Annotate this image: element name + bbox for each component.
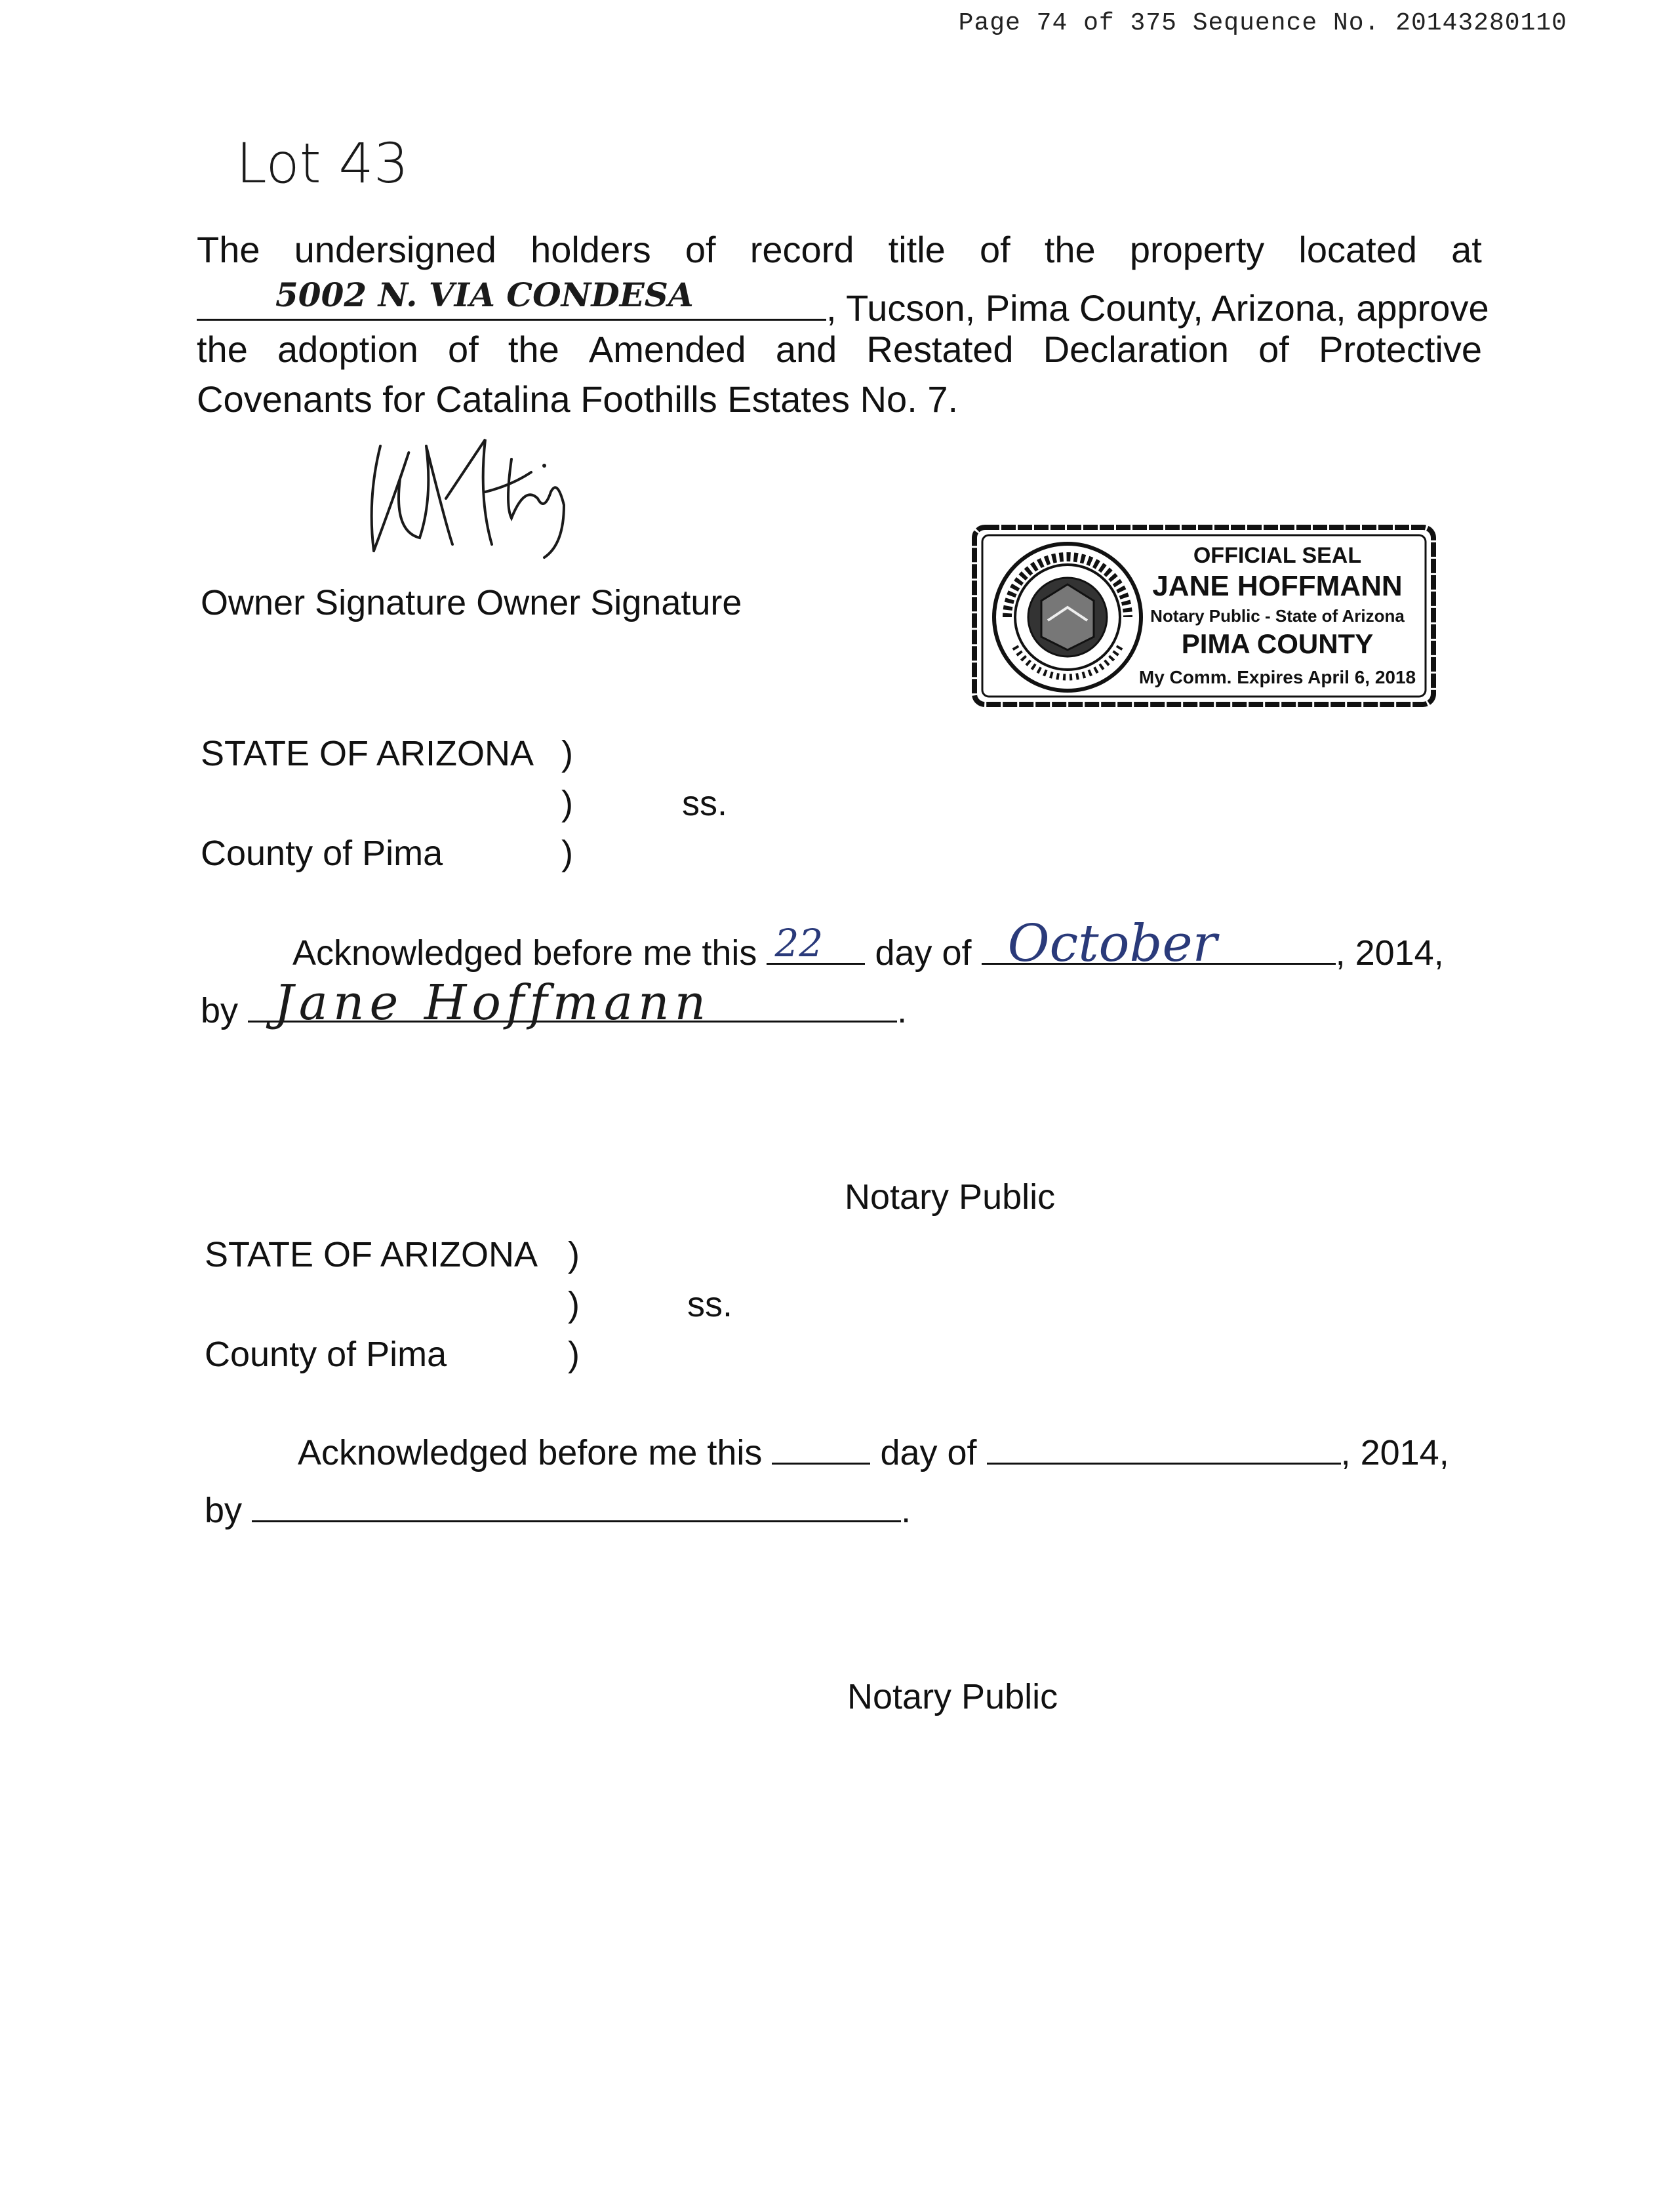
- by-value-1: Jane Hoffmann: [274, 975, 711, 1031]
- county-label-2: County of Pima: [205, 1335, 447, 1374]
- line3-word: adoption: [277, 329, 418, 370]
- line1-word: at: [1451, 229, 1482, 270]
- paren-1b: ): [561, 784, 573, 823]
- day-of-1: day of: [875, 933, 972, 973]
- address-blank: [197, 275, 826, 321]
- line1-word: located: [1298, 229, 1417, 270]
- official-seal-stamp: [969, 522, 1441, 712]
- page-sequence-header: Page 74 of 375 Sequence No. 20143280110: [958, 9, 1567, 37]
- line3-word: and: [775, 329, 837, 370]
- approval-line-3: [197, 328, 1482, 371]
- line3-word: of: [1258, 329, 1289, 370]
- month-blank-2: [987, 1426, 1341, 1465]
- paren-2c: ): [568, 1335, 580, 1374]
- ack-prefix-2: Acknowledged before me this: [298, 1433, 763, 1472]
- line1-word: record: [750, 229, 854, 270]
- line3-word: Restated: [866, 329, 1014, 370]
- approval-line-1: [197, 228, 1482, 271]
- approval-line-2: [197, 275, 1489, 329]
- line3-word: Protective: [1318, 329, 1482, 370]
- seal-name: JANE HOFFMANN: [1152, 570, 1403, 602]
- line1-word: property: [1129, 229, 1265, 270]
- lot-note: Lot 43: [236, 131, 409, 195]
- approval-line-4: Covenants for Catalina Foothills Estates No. 7.: [197, 378, 959, 420]
- seal-title: OFFICIAL SEAL: [1193, 543, 1362, 568]
- month-blank-1: [982, 914, 1336, 973]
- address-handwritten: 5002 N. VIA CONDESA: [275, 275, 694, 314]
- notary-public-label-1: Notary Public: [845, 1177, 1056, 1217]
- line3-word: of: [448, 329, 479, 370]
- state-label-1: STATE OF ARIZONA: [201, 734, 534, 773]
- paren-1c: ): [561, 834, 573, 873]
- seal-county: PIMA COUNTY: [1181, 628, 1374, 659]
- line3-word: Amended: [588, 329, 746, 370]
- line1-word: The: [197, 229, 260, 270]
- ss-label-1: ss.: [682, 784, 728, 823]
- address-line-rest: , Tucson, Pima County, Arizona, approve: [826, 287, 1489, 329]
- seal-role: Notary Public - State of Arizona: [1150, 606, 1405, 626]
- year-1: , 2014,: [1335, 933, 1444, 973]
- day-blank-1: [767, 921, 865, 965]
- paren-2a: ): [568, 1235, 580, 1274]
- month-value-1: October: [1007, 914, 1217, 973]
- owner-signature: [354, 420, 590, 577]
- day-blank-2: [772, 1426, 870, 1465]
- line3-word: Declaration: [1043, 329, 1229, 370]
- ss-label-2: ss.: [687, 1285, 733, 1324]
- line1-word: the: [1044, 229, 1096, 270]
- day-value-1: 22: [774, 921, 824, 965]
- signature-label: Owner Signature Owner Signature: [201, 583, 742, 622]
- year-2: , 2014,: [1340, 1433, 1449, 1472]
- by-line-1: [201, 975, 908, 1031]
- by-label-2: by: [205, 1491, 243, 1530]
- ack-line-1: [292, 914, 1444, 973]
- line1-word: title: [888, 229, 946, 270]
- notary-public-label-2: Notary Public: [847, 1677, 1058, 1716]
- by-blank-2: [252, 1484, 901, 1522]
- by-label-1: by: [201, 991, 239, 1030]
- line1-word: undersigned: [294, 229, 496, 270]
- period-1: .: [897, 991, 908, 1030]
- paren-2b: ): [568, 1285, 580, 1324]
- ack-prefix-1: Acknowledged before me this: [292, 933, 757, 973]
- day-of-2: day of: [880, 1433, 977, 1472]
- line3-word: the: [508, 329, 559, 370]
- ack-line-2: [298, 1426, 1449, 1473]
- seal-expires: My Comm. Expires April 6, 2018: [1138, 667, 1416, 687]
- line1-word: of: [979, 229, 1010, 270]
- line1-word: of: [685, 229, 716, 270]
- line1-word: holders: [530, 229, 651, 270]
- period-2: .: [901, 1491, 911, 1530]
- paren-1a: ): [561, 734, 573, 773]
- line3-word: the: [197, 329, 248, 370]
- by-line-2: [205, 1484, 911, 1531]
- county-label-1: County of Pima: [201, 834, 443, 873]
- by-blank-1: [248, 975, 897, 1031]
- state-label-2: STATE OF ARIZONA: [205, 1235, 538, 1274]
